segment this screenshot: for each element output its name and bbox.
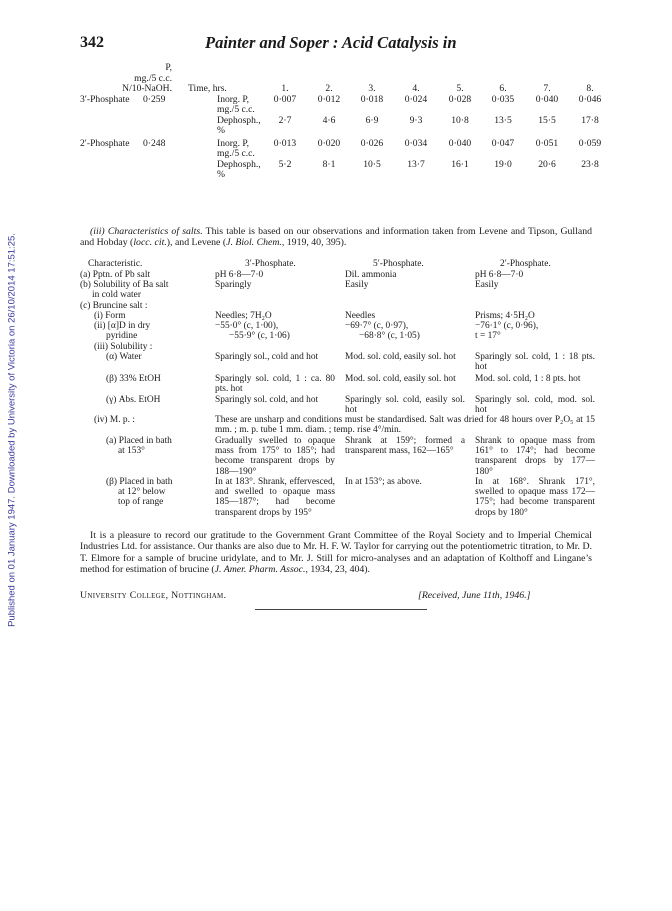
characteristic-label: (α) Water	[106, 352, 142, 362]
header-2-phosphate: 2′-Phosphate.	[500, 259, 551, 269]
table-cell: pH 6·8—7·0	[215, 270, 264, 280]
sidebar-text: Published on 01 January 1947. Downloaded by University of Victoria on 26/10/2014 17:51:25.	[6, 233, 18, 627]
section-citation: locc. cit.	[133, 237, 167, 249]
p-header-line: N/10-NaOH.	[122, 83, 172, 94]
table-cell: In at 153°; as above.	[345, 477, 422, 487]
characteristic-label: top of range	[118, 497, 164, 508]
section-text-1: This table is based on our observations and information taken from Levene and Tipson, Gulland and Hobday (	[80, 226, 593, 249]
row-label: Dephosph.,	[217, 114, 261, 126]
table-cell: 0·007	[273, 93, 297, 105]
table-cell: Needles; 7H₂O	[215, 311, 272, 321]
table-cell: Sparingly sol. cold, mod. sol. hot	[475, 395, 595, 416]
table-cell: Sparingly sol. cold, and hot	[215, 395, 319, 405]
hour-header: 1.	[281, 83, 289, 94]
time-header: Time, hrs.	[188, 83, 227, 94]
characteristic-label: (β) Placed in bath	[106, 477, 173, 487]
section-journal: J. Biol. Chem.	[226, 237, 282, 249]
table-cell: 17·8	[581, 114, 599, 126]
acknowledgement-paragraph	[80, 530, 592, 576]
table-cell: −55·0° (c, 1·00),	[215, 321, 279, 331]
page-number: 342	[80, 34, 104, 51]
ack-text-1: It is a pleasure to record our gratitude to the Government Grant Committee of the Royal Society and to Imperial Chemical Industries Ltd. for assistance. Our thanks are also due to Mr. H. F. W. Taylor for carrying out the potentiometric titration, to Mr. D. T. Elmore for a sample of brucine uridylate, and to Mr. J. Still for micro-analyses and an adaptation of Kolthoff and Lingane’s method for estimation of brucine (	[80, 530, 592, 576]
table-cell: t = 17°	[475, 331, 501, 342]
header-characteristic: Characteristic.	[88, 259, 143, 269]
table-cell: 0·028	[448, 93, 472, 105]
hour-header: 6.	[499, 83, 507, 94]
hour-header: 4.	[412, 83, 420, 94]
section-iii-paragraph	[80, 226, 592, 249]
table-cell: In at 183°. Shrank, effervesced, and swelled to opaque mass 185—187°; had become transparent drops by 195°	[215, 477, 335, 518]
hour-header: 7.	[543, 83, 551, 94]
table-cell: 19·0	[494, 158, 512, 170]
header-5-phosphate: 5′-Phosphate.	[373, 259, 424, 269]
ack-journal: J. Amer. Pharm. Assoc.	[214, 564, 306, 576]
table-cell: 0·047	[491, 137, 515, 149]
table-cell: 13·7	[407, 158, 425, 170]
section-text-2: ), and Levene (	[166, 237, 227, 249]
compound-name: 3′-Phosphate	[80, 93, 130, 105]
table-cell: −76·1° (c, 0·96),	[475, 321, 539, 331]
table-cell: Mod. sol. cold, easily sol. hot	[345, 352, 456, 362]
received-date: [Received, June 11th, 1946.]	[418, 590, 531, 601]
sidebar-download-notice	[4, 170, 20, 690]
characteristic-label: (iv) M. p. :	[94, 415, 135, 425]
table-cell: 13·5	[494, 114, 512, 126]
table-cell: 0·059	[578, 137, 602, 149]
table-cell: 0·035	[491, 93, 515, 105]
running-title: Painter and Soper : Acid Catalysis in	[205, 33, 457, 52]
table-cell: −55·9° (c, 1·06)	[229, 331, 290, 342]
table-cell: Shrank at 159°; formed a transparent mass, 162—165°	[345, 436, 465, 457]
row-label: mg./5 c.c.	[217, 148, 255, 159]
table-cell: −69·7° (c, 0·97),	[345, 321, 409, 331]
table-cell: Sparingly sol. cold, easily sol. hot	[345, 395, 465, 416]
characteristic-label: in cold water	[92, 290, 141, 301]
table-cell: 23·8	[581, 158, 599, 170]
table-cell: 2·7	[278, 114, 292, 126]
table-cell: Easily	[345, 280, 369, 290]
table-cell: Shrank to opaque mass from 161° to 174°; had become transparent drops by 177—180°	[475, 436, 595, 477]
table-cell: Sparingly sol. cold, 1 : 18 pts. hot	[475, 352, 595, 373]
characteristic-label: (b) Solubility of Ba salt	[80, 280, 169, 290]
institution: University College, Nottingham.	[80, 590, 227, 601]
table-cell: −68·8° (c, 1·05)	[359, 331, 420, 342]
melting-point-note: These are unsharp and conditions must be standardised. Salt was dried for 48 hours over P₂O₅ at 15 mm. ; m. p. tube 1 mm. diam. ; temp. rise 4°/min.	[215, 415, 595, 436]
compound-name: 2′-Phosphate	[80, 137, 130, 149]
table-cell: 0·051	[535, 137, 559, 149]
table-cell: Mod. sol. cold, easily sol. hot	[345, 374, 456, 384]
row-label: %	[217, 169, 225, 180]
characteristic-label: at 12° below	[118, 487, 166, 498]
table-cell: pH 6·8—7·0	[475, 270, 524, 280]
section-heading: (iii) Characteristics of salts.	[90, 226, 203, 237]
row-label: Dephosph.,	[217, 158, 261, 170]
table-cell: 16·1	[451, 158, 469, 170]
hour-header: 2.	[325, 83, 333, 94]
table-cell: 0·013	[273, 137, 297, 149]
end-rule	[255, 609, 427, 610]
characteristic-label: (c) Bruncine salt :	[80, 301, 148, 311]
p-value: 0·248	[143, 137, 166, 149]
table-cell: Mod. sol. cold, 1 : 8 pts. hot	[475, 374, 581, 384]
table-cell: 8·1	[322, 158, 336, 170]
table-cell: 0·026	[360, 137, 384, 149]
table-cell: In at 168°. Shrank 171°, swelled to opaque mass 172—175°; had become transparent drops by 180°	[475, 477, 595, 518]
table-cell: Prisms; 4·5H₂O	[475, 311, 535, 321]
table-cell: 0·024	[404, 93, 428, 105]
table-cell: Sparingly sol. cold, 1 : ca. 80 pts. hot	[215, 374, 335, 395]
table-cell: 0·040	[535, 93, 559, 105]
table-cell: 10·5	[363, 158, 381, 170]
table-cell: 20·6	[538, 158, 556, 170]
row-label: Inorg. P,	[217, 93, 250, 105]
table-cell: Needles	[345, 311, 376, 321]
p-header-line: mg./5 c.c.	[134, 72, 172, 84]
table-cell: 0·020	[317, 137, 341, 149]
table-cell: Dil. ammonia	[345, 270, 397, 280]
characteristic-label: (i) Form	[94, 311, 126, 321]
characteristic-label: (iii) Solubility :	[94, 342, 153, 352]
p-value: 0·259	[143, 93, 166, 105]
characteristic-label: (ii) [α]D in dry	[94, 321, 151, 331]
characteristic-label: at 153°	[118, 446, 145, 457]
section-text-3: , 1919, 40, 395).	[281, 237, 347, 249]
hour-header: 3.	[368, 83, 376, 94]
table-cell: 0·040	[448, 137, 472, 149]
table-cell: Sparingly sol., cold and hot	[215, 352, 319, 362]
hour-header: 8.	[586, 83, 594, 94]
row-label: mg./5 c.c.	[217, 104, 255, 115]
table-cell: 15·5	[538, 114, 556, 126]
header-3-phosphate: 3′-Phosphate.	[245, 259, 296, 269]
characteristic-label: (β) 33% EtOH	[106, 374, 161, 384]
hour-header: 5.	[456, 83, 464, 94]
ack-text-2: , 1934, 23, 404).	[305, 564, 370, 576]
table-cell: 5·2	[278, 158, 292, 170]
table-cell: 0·012	[317, 93, 341, 105]
p-header-line: P,	[165, 62, 172, 73]
table-cell: 9·3	[409, 114, 423, 126]
characteristic-label: pyridine	[106, 331, 138, 342]
table-cell: 0·034	[404, 137, 428, 149]
table-cell: 10·8	[451, 114, 469, 126]
table-cell: 4·6	[322, 114, 336, 126]
row-label: %	[217, 125, 225, 136]
row-label: Inorg. P,	[217, 137, 250, 149]
table-cell: 0·018	[360, 93, 384, 105]
table-cell: Sparingly	[215, 280, 252, 290]
table-cell: Gradually swelled to opaque mass from 175° to 185°; had become transparent drops by 188—190°	[215, 436, 335, 477]
table-cell: 6·9	[365, 114, 379, 126]
table-cell: Easily	[475, 280, 499, 290]
characteristic-label: (a) Pptn. of Pb salt	[80, 270, 151, 280]
table-cell: 0·046	[578, 93, 602, 105]
characteristic-label: (a) Placed in bath	[106, 436, 172, 446]
characteristic-label: (γ) Abs. EtOH	[106, 395, 161, 405]
